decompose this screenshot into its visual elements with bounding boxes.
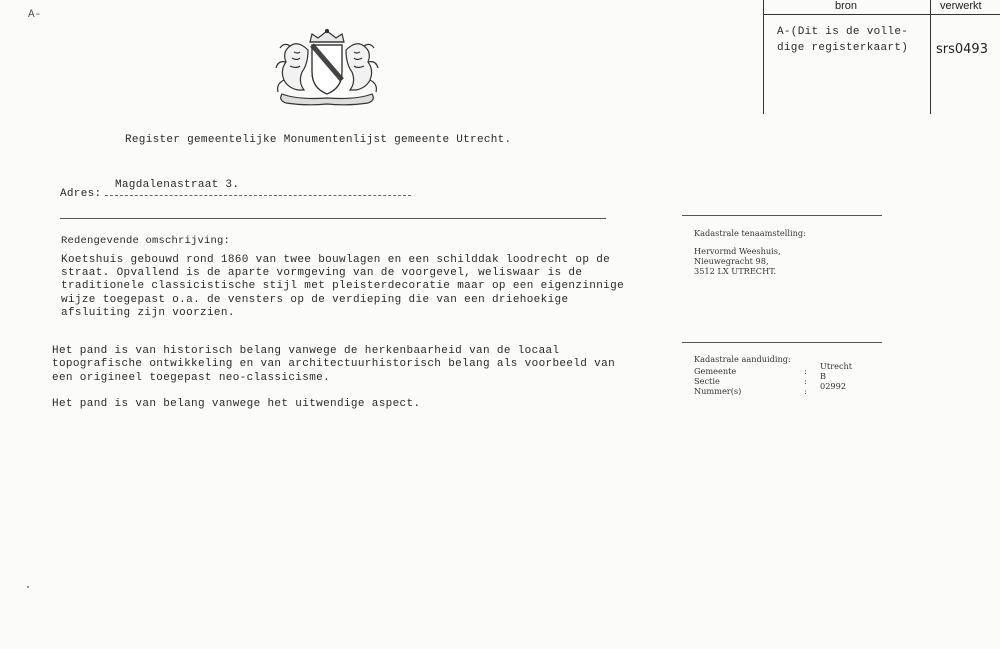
- stamp-table: [763, 0, 1000, 114]
- cadastral-rule: [682, 342, 882, 343]
- owner-line: 3512 LX UTRECHT.: [694, 266, 777, 276]
- address-label: Adres:: [60, 188, 102, 200]
- cadastral-sep: :: [804, 376, 807, 386]
- corner-mark: A-: [28, 9, 42, 21]
- description-line: straat. Opvallend is de aparte vormgeving van de voorgevel, weliswaar is de: [61, 267, 583, 279]
- cadastral-key-sectie: Sectie: [694, 376, 720, 386]
- stamp-verwerkt-value: srs0493: [936, 42, 988, 57]
- description-line: Koetshuis gebouwd rond 1860 van twee bouwlagen en een schilddak loodrecht op de: [61, 254, 611, 266]
- cadastral-key-gemeente: Gemeente: [694, 366, 737, 376]
- stamp-bron-line1: A-(Dit is de volle-: [777, 26, 909, 38]
- address-dotted-line: [105, 195, 411, 196]
- description-para3-line: Het pand is van belang vanwege het uitwendige aspect.: [52, 398, 421, 410]
- description-line: wijze toegepast o.a. de vensters op de verdieping die van een driehoekige: [61, 294, 569, 306]
- description-para2-line: topografische ontwikkeling en van architectuurhistorisch belang als voorbeeld van: [52, 358, 616, 370]
- utrecht-coat-of-arms-icon: [268, 28, 386, 106]
- cadastral-sep: :: [804, 366, 807, 376]
- stamp-border-left: [763, 0, 764, 114]
- stamp-divider: [930, 0, 931, 114]
- description-line: traditionele classicistische stijl met pleisterdecoratie maar op een eigenzinnige: [61, 280, 625, 292]
- stamp-bron-line2: dige registerkaart): [777, 42, 909, 54]
- cadastral-label: Kadastrale aanduiding:: [694, 354, 791, 364]
- cadastral-sep: :: [804, 386, 807, 396]
- address-value: Magdalenastraat 3.: [115, 179, 240, 191]
- stamp-header-bron: bron: [835, 0, 858, 12]
- paper-speck: [27, 586, 29, 588]
- stamp-header-rule: [763, 14, 1000, 15]
- description-line: afsluiting zijn voorzien.: [61, 307, 235, 319]
- description-para2-line: Het pand is van historisch belang vanwege de herkenbaarheid van de locaal: [52, 345, 560, 357]
- cadastral-value-gemeente: Utrecht: [820, 361, 853, 371]
- stamp-header-verwerkt: verwerkt: [940, 0, 982, 12]
- page-title: Register gemeentelijke Monumentenlijst gemeente Utrecht.: [125, 134, 512, 146]
- owner-line: Nieuwegracht 98,: [694, 256, 769, 266]
- cadastral-key-nummers: Nummer(s): [694, 386, 742, 396]
- description-label: Redengevende omschrijving:: [61, 235, 231, 247]
- description-para2-line: een origineel toegepast neo-classicisme.: [52, 372, 331, 384]
- section-divider: [60, 218, 606, 219]
- owner-line: Hervormd Weeshuis,: [694, 246, 781, 256]
- owner-rule: [682, 215, 882, 216]
- owner-label: Kadastrale tenaamstelling:: [694, 228, 806, 238]
- cadastral-value-nummers: 02992: [820, 381, 847, 391]
- cadastral-value-sectie: B: [820, 371, 827, 381]
